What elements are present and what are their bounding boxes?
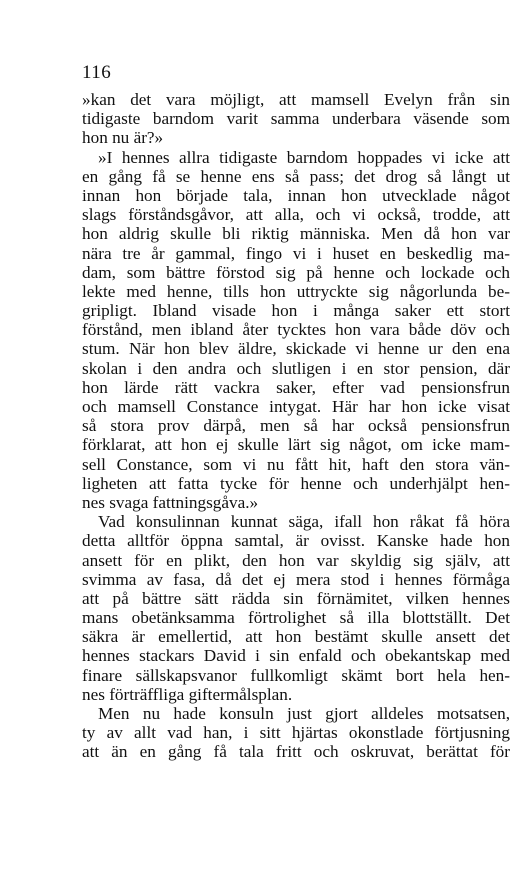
text-line: tidigaste barndom varit samma underbara väsende som (82, 109, 510, 129)
text-line: svimma av fasa, då det ej mera stod i hennes förmåga (82, 569, 510, 589)
page-number: 116 (82, 62, 112, 83)
text-line: hennes stackars David i sin enfald och obekantskap med (82, 646, 510, 666)
text-line: gripligt. Ibland visade hon i många saker ett stort (82, 301, 510, 321)
text-line: förstånd, men ibland åter tycktes hon vara både döv och (82, 320, 510, 340)
text-line: finare sällskapsvanor fullkomligt skämt bort hela hen- (82, 665, 510, 685)
text-line: nära tre år gammal, fingo vi i huset en beskedlig ma- (82, 243, 510, 263)
text-line: nes svaga fattningsgåva.» (82, 492, 259, 512)
text-line: en gång få se henne ens så pass; det drog så långt ut (82, 166, 510, 186)
text-line: och mamsell Constance intygat. Här har hon icke visat (82, 397, 510, 416)
text-line: »kan det vara möjligt, att mamsell Evelyn från sin (82, 90, 510, 109)
text-line: mans obetänksamma förtrolighet så illa blottställt. Det (82, 608, 510, 628)
text-line: ty av allt vad han, i sitt hjärtas okonstlade förtjusning (82, 723, 510, 743)
text-line: slags förståndsgåvor, att alla, och vi också, trodde, att (82, 205, 510, 225)
text-line: lekte med henne, tills hon uttryckte sig någorlunda be- (82, 281, 510, 301)
text-line: förklarat, att hon ej skulle lärt sig något, om icke mam- (82, 435, 510, 455)
text-line: stum. När hon blev äldre, skickade vi henne ur den ena (82, 339, 510, 359)
text-line: ligheten att fatta tycke för henne och underhjälpt hen- (82, 473, 510, 493)
text-line: skolan i den andra och slutligen i en stor pension, där (82, 358, 510, 378)
text-line: hon lärde rätt vackra saker, efter vad pensionsfrun (82, 377, 510, 397)
text-line: sell Constance, som vi nu fått hit, haft den stora vän- (82, 454, 510, 474)
text-line: hon nu är?» (82, 128, 164, 148)
text-line: att på bättre sätt rädda sin förnämitet, vilken hennes (82, 588, 510, 608)
text-line: detta alltför öppna samtal, är ovisst. Kanske hade hon (82, 531, 510, 551)
text-line: Vad konsulinnan kunnat säga, ifall hon råkat få höra (98, 512, 510, 532)
text-line: ansett för en plikt, den hon var skyldig sig själv, att (82, 550, 510, 570)
text-line: så stora prov därpå, men så har också pensionsfrun (82, 416, 510, 436)
text-line: »I hennes allra tidigaste barndom hoppades vi icke att (98, 147, 510, 167)
text-line: Men nu hade konsuln just gjort alldeles motsatsen, (98, 704, 510, 723)
body-text (82, 90, 510, 762)
text-line: innan hon började tala, innan hon utvecklade något (82, 185, 510, 205)
text-line: säkra är emellertid, att hon bestämt skulle ansett det (82, 627, 510, 647)
text-line: nes förträffliga giftermålsplan. (82, 684, 293, 704)
text-line: hon aldrig skulle bli riktig människa. Men då hon var (82, 224, 510, 244)
text-line: att än en gång få tala fritt och oskruvat, berättat för (82, 742, 510, 762)
text-line: dam, som bättre förstod sig på henne och lockade och (82, 262, 510, 282)
